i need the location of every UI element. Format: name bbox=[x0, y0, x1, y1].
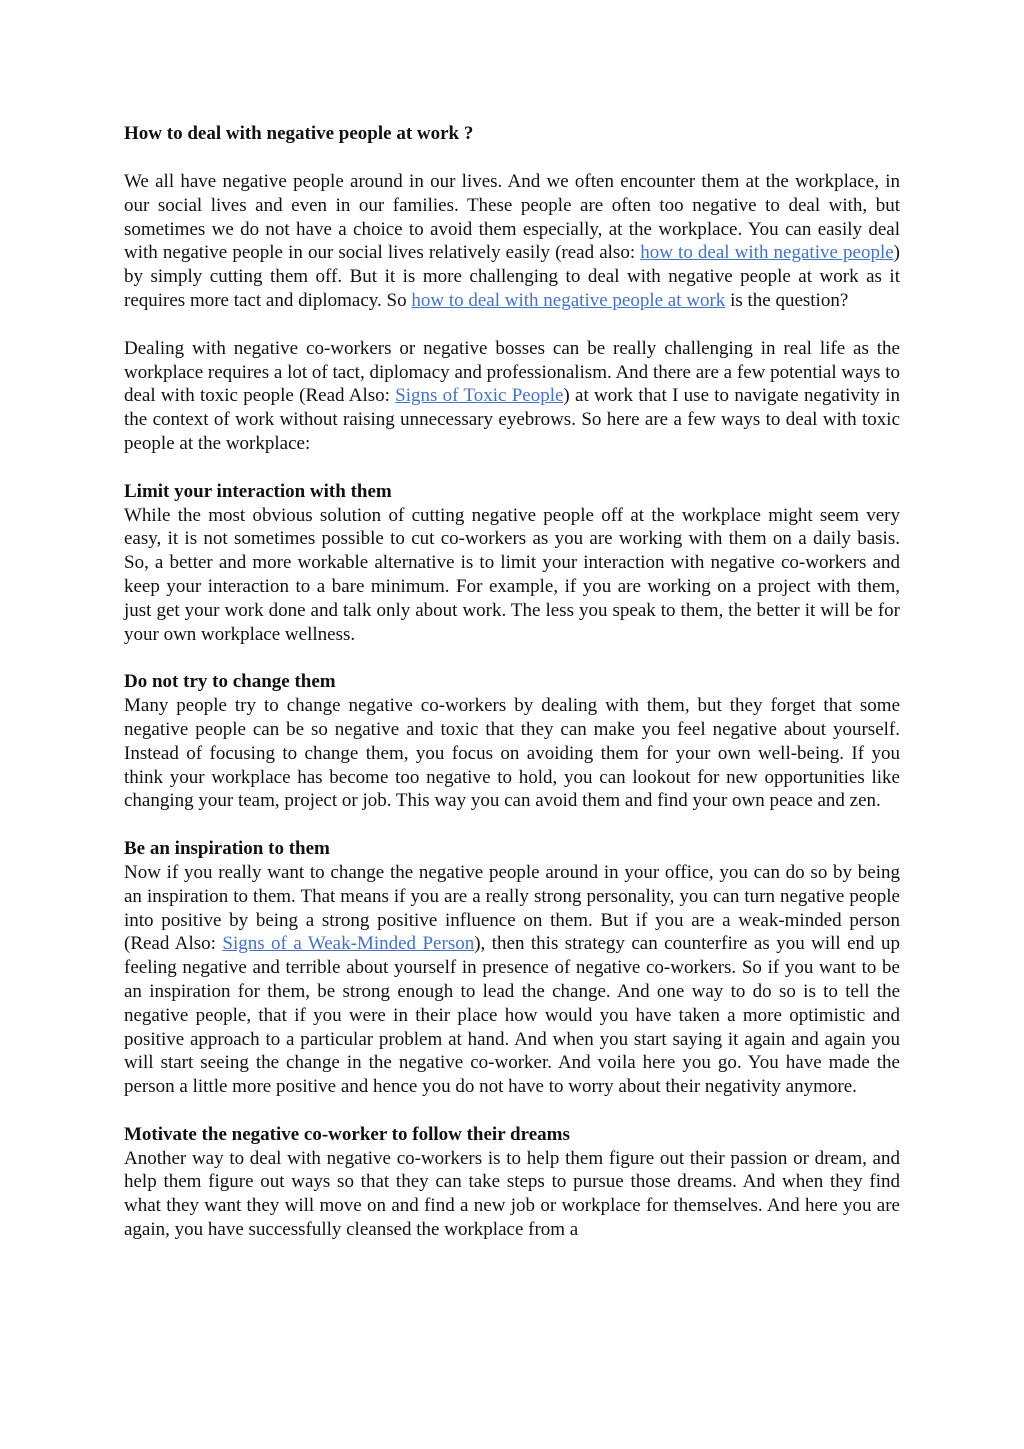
section-text bbox=[124, 861, 900, 1099]
section-text: While the most obvious solution of cutting negative people off at the workplace might seem very easy, it is not sometimes possible to cut co-workers as you are working with them on a daily basis. So, a better and more workable alternative is to limit your interaction with negative co-workers and keep your interaction to a bare minimum. For example, if you are working on a project with them, just get your work done and talk only about work. The less you speak to them, the better it will be for your own workplace wellness. bbox=[124, 504, 900, 645]
section-heading: Do not try to change them bbox=[124, 671, 336, 693]
inspiration-text-2: ), then this strategy can counterfire as you will end up feeling negative and terrible about yourself in presence of negative co-workers. So if you want to be an inspiration for them, be strong enough to lead the change. And one way to do so is to tell the negative people, that if you were in their place how would you have taken a more optimistic and positive approach to a particular problem at hand. And when you start saying it again and again you will start seeing the change in the negative co-worker. And voila here you go. You have made the person a little more positive and hence you do not have to worry about their negativity anymore. bbox=[124, 933, 900, 1098]
link-signs-of-weak-minded-person[interactable]: Signs of a Weak-Minded Person bbox=[222, 933, 475, 955]
dealing-text-2: ) at work that I use to navigate negativity in the context of work without raising unnecessary eyebrows. So here are a few ways to deal with toxic people at the workplace: bbox=[124, 385, 900, 454]
inspiration-text-1: Now if you really want to change the negative people around in your office, you can do so by being an inspiration to them. That means if you are a really strong personality, you can turn negative people into positive by being a strong positive influence on them. But if you are a weak-minded person (Read Also: bbox=[124, 861, 900, 955]
dealing-paragraph bbox=[124, 337, 900, 456]
intro-text-2: ) by simply cutting them off. But it is more challenging to deal with negative people at work as it requires more tact and diplomacy. So bbox=[124, 242, 900, 311]
section-limit-interaction bbox=[124, 480, 900, 647]
section-do-not-change bbox=[124, 670, 900, 813]
link-signs-of-toxic-people[interactable]: Signs of Toxic People bbox=[395, 385, 564, 407]
intro-paragraph bbox=[124, 170, 900, 313]
section-be-inspiration bbox=[124, 837, 900, 1099]
link-deal-with-negative-people-at-work[interactable]: how to deal with negative people at work bbox=[411, 289, 726, 311]
section-text: Many people try to change negative co-workers by dealing with them, but they forget that some negative people can be so negative and toxic that they can make you feel negative about yourself. Instead of focusing to change them, you focus on avoiding them for your own well-being. If you think your workplace has become too negative to hold, you can lookout for new opportunities like changing your team, project or job. This way you can avoid them and find your own peace and zen. bbox=[124, 695, 900, 812]
document-title: How to deal with negative people at work ? bbox=[124, 123, 474, 144]
section-heading: Limit your interaction with them bbox=[124, 480, 392, 502]
section-motivate-dreams bbox=[124, 1123, 900, 1242]
intro-text-3: is the question? bbox=[725, 289, 849, 311]
section-heading: Be an inspiration to them bbox=[124, 838, 330, 860]
link-deal-with-negative-people[interactable]: how to deal with negative people bbox=[640, 242, 894, 264]
section-heading: Motivate the negative co-worker to follow their dreams bbox=[124, 1123, 570, 1145]
intro-text-1: We all have negative people around in our lives. And we often encounter them at the workplace, in our social lives and even in our families. These people are often too negative to deal with, but sometimes we do not have a choice to avoid them especially, at the workplace. You can easily deal with negative people in our social lives relatively easily (read also: bbox=[124, 171, 900, 264]
document-page bbox=[124, 122, 900, 1266]
section-text: Another way to deal with negative co-workers is to help them figure out their passion or dream, and help them figure out ways so that they can take steps to pursue those dreams. And when they find what they want they will move on and find a new job or workplace for themselves. And here you are again, you have successfully cleansed the workplace from a bbox=[124, 1147, 900, 1241]
dealing-text-1: Dealing with negative co-workers or negative bosses can be really challenging in real life as the workplace requires a lot of tact, diplomacy and professionalism. And there are a few potential ways to deal with toxic people (Read Also: bbox=[124, 337, 900, 407]
